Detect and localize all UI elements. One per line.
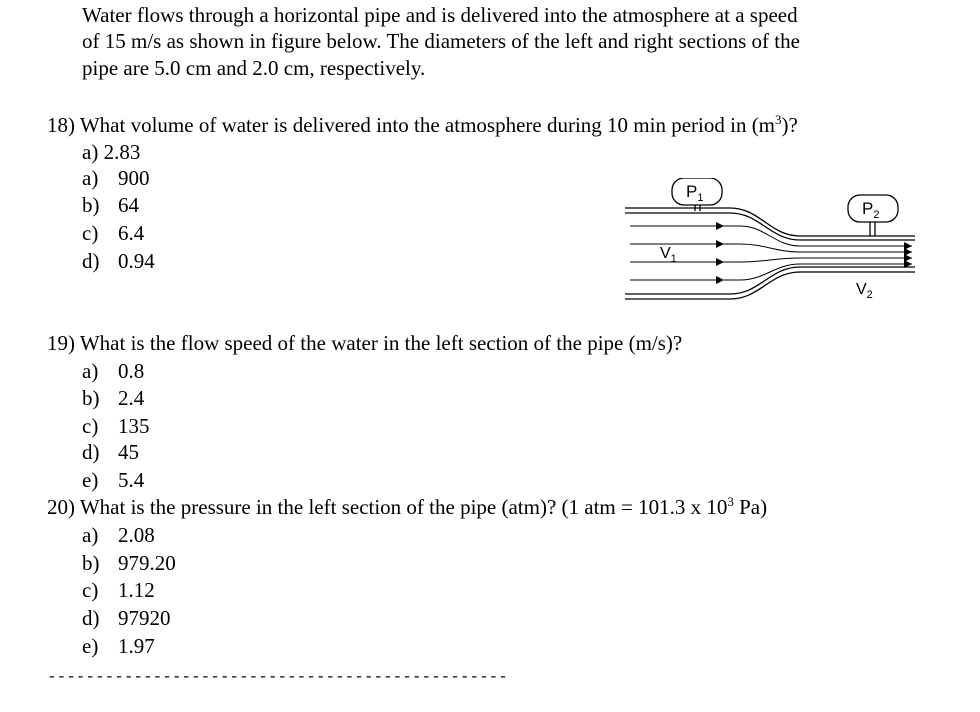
intro-line-2: of 15 m/s as shown in figure below. The diameters of the left and right sections of the xyxy=(82,29,800,53)
q19-option-label: d) xyxy=(82,440,100,464)
q20-option-label: a) xyxy=(82,523,99,547)
q20-option xyxy=(82,633,155,659)
question-18-extra-answer: a) 2.83 xyxy=(82,140,141,164)
flow-arrows xyxy=(716,222,912,284)
q19-option-value: 45 xyxy=(118,440,139,464)
q18-option xyxy=(82,248,155,274)
intro-line-3: pipe are 5.0 cm and 2.0 cm, respectively. xyxy=(82,56,426,80)
question-18-sup: 3 xyxy=(775,112,782,127)
q20-option-label: d) xyxy=(82,606,100,630)
q20-option-value: 97920 xyxy=(118,606,171,630)
q19-option-label: b) xyxy=(82,386,100,410)
q20-option-value: 979.20 xyxy=(118,551,176,575)
q20-option-value: 2.08 xyxy=(118,523,155,547)
question-18-text: 18) What volume of water is delivered into the atmosphere during 10 min period in (m xyxy=(47,113,776,137)
q20-option-label: c) xyxy=(82,578,99,602)
separator-line: ------------------------------------------------ xyxy=(47,668,508,686)
q18-option xyxy=(82,220,144,246)
q20-option xyxy=(82,522,155,548)
question-20 xyxy=(47,494,767,520)
q18-option-value: 0.94 xyxy=(118,249,155,273)
question-18 xyxy=(47,112,798,138)
q18-option-label: a) xyxy=(82,166,99,190)
q19-option xyxy=(82,385,144,411)
q19-option-value: 5.4 xyxy=(118,468,145,492)
q20-option xyxy=(82,577,155,603)
v2-label: $V_2$ xyxy=(856,281,873,301)
q20-option-value: 1.12 xyxy=(118,578,155,602)
p2-label: $P_2$ xyxy=(862,199,880,221)
v1-label: $V_1$ xyxy=(660,245,677,265)
q19-option xyxy=(82,439,139,465)
q19-option xyxy=(82,413,150,439)
q18-option-value: 64 xyxy=(118,193,139,217)
q20-option-value: 1.97 xyxy=(118,634,155,658)
q20-option-label: e) xyxy=(82,634,99,658)
q19-option-value: 0.8 xyxy=(118,359,145,383)
q19-option xyxy=(82,358,144,384)
q18-option-value: 6.4 xyxy=(118,221,145,245)
question-20-sup: 3 xyxy=(727,494,734,509)
p1-label: $P_1$ xyxy=(686,182,704,204)
q19-option-value: 2.4 xyxy=(118,386,145,410)
q19-option-label: e) xyxy=(82,468,99,492)
q19-option-label: a) xyxy=(82,359,99,383)
question-19: 19) What is the flow speed of the water in the left section of the pipe (m/s)? xyxy=(47,331,683,355)
question-18-end: )? xyxy=(781,113,798,137)
q18-option-label: b) xyxy=(82,193,100,217)
question-20-end: Pa) xyxy=(733,495,768,519)
q19-option-label: c) xyxy=(82,414,99,438)
q20-option xyxy=(82,605,171,631)
question-20-text: 20) What is the pressure in the left section of the pipe (atm)? (1 atm = 101.3 x 10 xyxy=(47,495,728,519)
q19-option-value: 135 xyxy=(118,414,150,438)
pipe-diagram xyxy=(620,178,920,308)
q18-option xyxy=(82,165,150,191)
q18-option-label: d) xyxy=(82,249,100,273)
q18-option xyxy=(82,192,139,218)
q18-option-label: c) xyxy=(82,221,99,245)
intro-line-1: Water flows through a horizontal pipe and is delivered into the atmosphere at a speed xyxy=(82,3,798,27)
q18-option-value: 900 xyxy=(118,166,150,190)
q20-option xyxy=(82,550,176,576)
q19-option xyxy=(82,467,144,493)
q20-option-label: b) xyxy=(82,551,100,575)
